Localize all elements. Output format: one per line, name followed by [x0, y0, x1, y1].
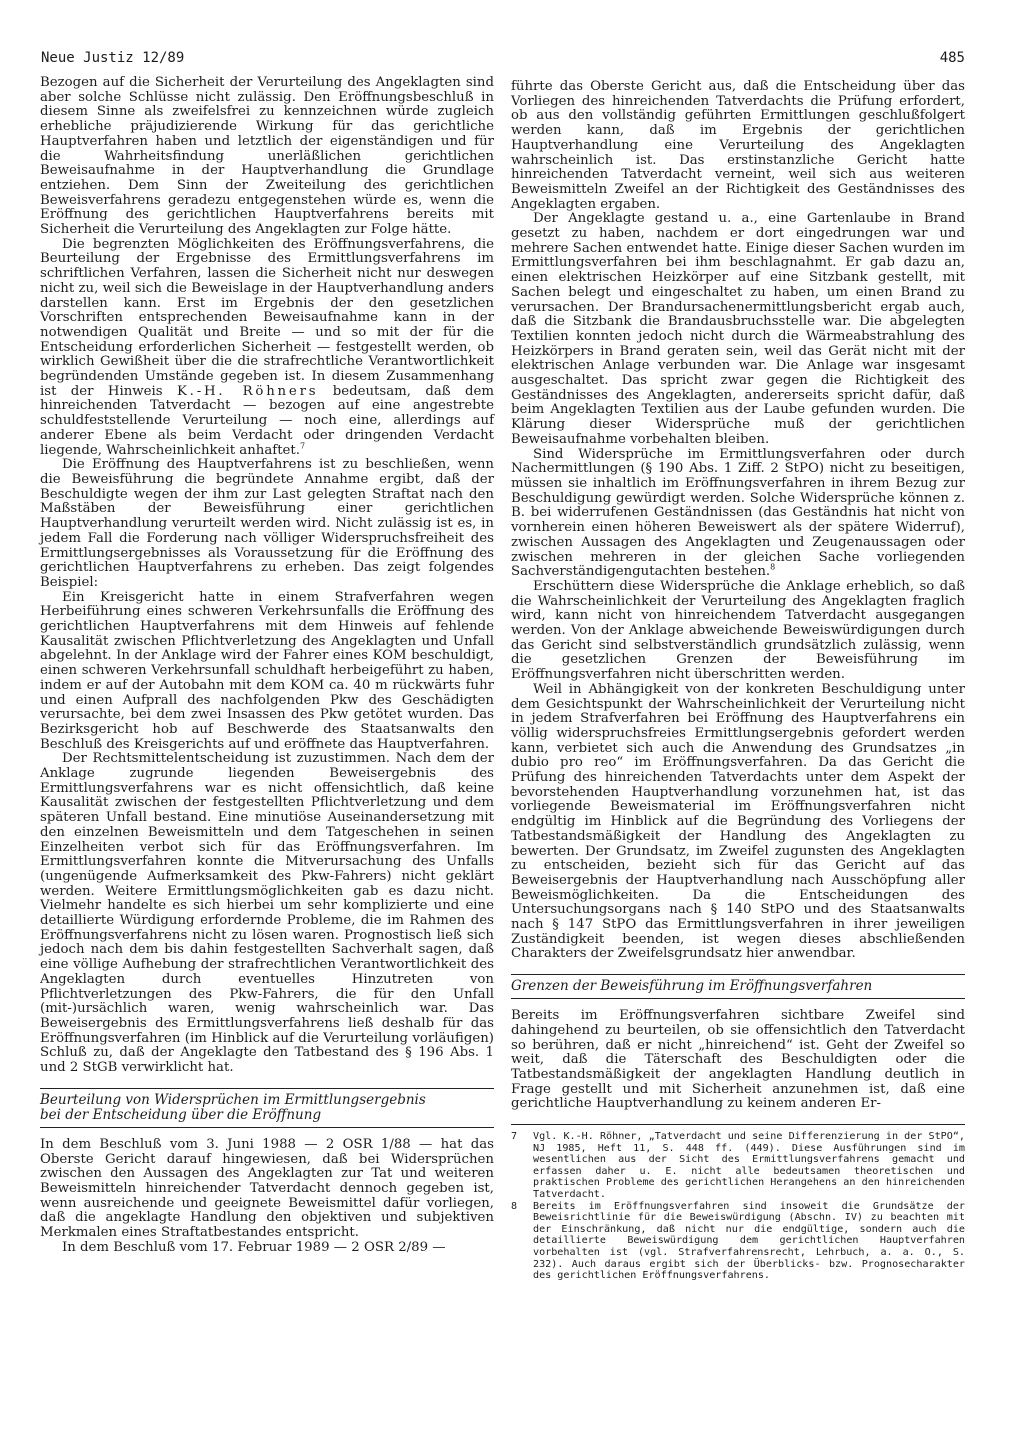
page-number: 485 — [939, 50, 965, 66]
paragraph: Die Eröffnung des Hauptverfahrens ist zu beschließen, wenn die Beweisführung die begründete Annahme ergibt, daß der Beschuldigte wegen der ihm zur Last gelegten Straftat nach den Maßstäben der Beweisführung einer gerichtlichen Hauptverhandlung verurteilt werden wird. Nicht zulässig ist es, in jedem Fall die Forderung nach völliger Widerspruchsfreiheit des Ermittlungsergebnisses als Voraussetzung für die Eröffnung des gerichtlichen Hauptverfahrens zu erheben. Das zeigt folgendes Beispiel: — [40, 457, 494, 590]
page-header — [41, 50, 965, 70]
left-column — [40, 76, 494, 1255]
paragraph: Erschüttern diese Widersprüche die Anklage erheblich, so daß die Wahrscheinlichkeit der Verurteilung des Angeklagten fraglich wird, kann nicht von hinreichendem Tatverdacht ausgegangen werden. Von der Anklage abweichende Beweiswürdigungen durch das Gericht sind selbstverständlich grundsätzlich zulässig, wenn die gesetzlichen Grenzen der Beweisführung im Eröffnungsverfahren nicht überschritten werden. — [511, 578, 965, 683]
section-heading-line: Beurteilung von Widersprüchen im Ermittlungsergebnis — [40, 1091, 426, 1108]
paragraph: Weil in Abhängigkeit von der konkreten Beschuldigung unter dem Gesichtspunkt der Wahrscheinlichkeit der Verurteilung nicht in jedem Strafverfahren bei Eröffnung des Hauptverfahrens ein völlig widerspruchsfreies Ermittlungsergebnis gefordert werden kann, verbietet sich auch die Anwendung des Grundsatzes „in dubio pro reo“ im Eröffnungsverfahren. Da das Gericht die Prüfung des hinreichenden Tatverdachts unter dem Aspekt der bevorstehenden Hauptverhandlung vorzunehmen hat, ist das vorliegende Beweismaterial im Eröffnungsverfahren nicht endgültig im Hinblick auf die Begründung des Vorliegens der Tatbestandsmäßigkeit der Handlung des Angeklagten zu bewerten. Der Grundsatz, im Zweifel zugunsten des Angeklagten zu entscheiden, bezieht sich für das Gericht auf das Beweisergebnis der Hauptverhandlung nach Ausschöpfung aller Beweismöglichkeiten. Da die Entscheidungen des Untersuchungsorgans nach § 140 StPO und des Staatsanwalts nach § 147 StPO das Ermittlungsverfahren in ihrer jeweiligen Zuständigkeit beenden, ist wegen dieses abschließenden Charakters der Zweifelsgrundsatz hier anwendbar. — [511, 681, 965, 962]
paragraph — [511, 448, 965, 580]
footnote-ref: 8 — [770, 562, 776, 572]
footnote-ref: 7 — [299, 441, 306, 451]
section-heading-line: Grenzen der Beweisführung im Eröffnungsverfahren — [511, 978, 873, 995]
paragraph-text: Die begrenzten Möglichkeiten des Eröffnungsverfahrens, die Beurteilung der Ergebnisse des Ermittlungsverfahrens im schriftlichen Verfahren, lassen die Sicherheit nicht nur deswegen nicht zu, weil sich die Beweislage in der Hauptverhandlung anders darstellen kann. Erst im Ergebnis der den gesetzlichen Vorschriften entsprechenden Beweisaufnahme kann in der notwendigen Qualität und Breite — und so mit der für die Entscheidung erforderlichen Sicherheit — festgestellt werden, ob wirklich Gewißheit über die die strafrechtliche Verantwortlichkeit begründenden Umstände gegeben ist. In diesem Zusammenhang ist der Hinweis — [40, 236, 494, 399]
section-heading — [40, 1088, 494, 1128]
author-name: K.-H. Röhners — [176, 383, 319, 399]
footnote-number: 7 — [511, 1131, 518, 1143]
paragraph: Ein Kreisgericht hatte in einem Strafverfahren wegen Herbeiführung eines schweren Verkehrsunfalls die Eröffnung des gerichtlichen Hauptverfahrens mit dem Hinweis auf fehlende Kausalität zwischen Pflichtverletzung des Angeklagten und Unfall abgelehnt. In der Anklage wird der Fahrer eines KOM beschuldigt, einen schweren Verkehrsunfall schuldhaft herbeigeführt zu haben, indem er auf der Autobahn mit dem KOM ca. 40 m rückwärts fuhr und einen Aufprall des nachfolgenden Pkw des Geschädigten verursachte, bei dem zwei Insassen des Pkw getötet wurden. Das Bezirksgericht hob auf Beschwerde des Staatsanwalts den Beschluß des Kreisgerichts auf und eröffnete das Hauptverfahren. — [40, 589, 494, 752]
footnote — [511, 1131, 965, 1201]
section-heading-line: bei der Entscheidung über die Eröffnung — [40, 1106, 322, 1123]
right-column — [511, 80, 965, 1282]
section-heading — [511, 974, 965, 999]
paragraph: Bezogen auf die Sicherheit der Verurteilung des Angeklagten sind aber solche Schlüsse nicht zulässig. Den Eröffnungsbeschluß in diesem Sinne als zweifelsfrei zu kennzeichnen würde zugleich erhebliche präjudizierende Wirkung für das gerichtliche Hauptverfahren haben und letztlich der eigenständigen und für die Wahrheitsfindung unerläßlichen gerichtlichen Beweisaufnahme in der Hauptverhandlung die Grundlage entziehen. Dem Sinn der Zweiteilung des gerichtlichen Beweisverfahrens geradezu entgegenstehen würde es, wenn die Eröffnung des gerichtlichen Hauptverfahrens bereits mit Sicherheit die Verurteilung des Angeklagten zur Folge hätte. — [40, 75, 494, 238]
paragraph: führte das Oberste Gericht aus, daß die Entscheidung über das Vorliegen des hinreichenden Tatverdachts die Prüfung erfordert, ob aus den vollständig geführten Ermittlungen geschlußfolgert werden kann, daß im Ergebnis der gerichtlichen Hauptverhandlung eine Verurteilung des Angeklagten wahrscheinlich ist. Das erstinstanzliche Gericht hatte hinreichenden Tatverdacht verneint, weil sich aus weiteren Beweismitteln Zweifel an der Richtigkeit des Geständnisses des Angeklagten ergaben. — [511, 79, 965, 212]
paragraph-text: bedeutsam, daß dem hinreichenden Tatverdacht — bezogen auf eine angestrebte schuldfeststellende Verurteilung — noch eine, allerdings auf anderer Ebene als beim Verdacht oder dringenden Verdacht liegende, Wahrscheinlichkeit anhaftet. — [40, 383, 494, 458]
paragraph: Der Rechtsmittelentscheidung ist zuzustimmen. Nach dem der Anklage zugrunde liegenden Beweisergebnis des Ermittlungsverfahrens war es nicht offensichtlich, daß keine Kausalität zwischen der festgestellten Pflichtverletzung und dem späteren Unfall bestand. Eine minutiöse Auseinandersetzung mit den einzelnen Beweismitteln und dem Tatgeschehen in seinen Einzelheiten verbot sich für das Eröffnungsverfahren. Im Ermittlungsverfahren konnte die Mitverursachung des Unfalls (ungenügende Aufmerksamkeit des Pkw-Fahrers) nicht geklärt werden. Weitere Ermittlungsmöglichkeiten gab es dazu nicht. Vielmehr handelte es sich hierbei um sehr komplizierte und eine detaillierte Würdigung erfordernde Probleme, die im Rahmen des Eröffnungsverfahrens nicht zu lösen waren. Prognostisch ließ sich jedoch nach dem bis dahin festgestellten Sachverhalt sagen, daß eine völlige Aufhebung der strafrechtlichen Verantwortlichkeit des Angeklagten durch eventuelles Hinzutreten von Pflichtverletzungen des Pkw-Fahrers, die für den Unfall (mit-)ursächlich waren, wenig wahrscheinlich war. Das Beweisergebnis des Ermittlungsverfahrens ließ deshalb für das Eröffnungsverfahren (im Hinblick auf die Verurteilung vorläufigen) Schluß zu, daß der Angeklagte den Tatbestand des § 196 Abs. 1 und 2 StGB verwirklicht hat. — [40, 751, 494, 1076]
footnote — [511, 1201, 965, 1282]
paragraph: In dem Beschluß vom 17. Februar 1989 — 2 OSR 2/89 — — [62, 1239, 446, 1255]
footnotes — [511, 1124, 965, 1282]
footnote-text: Vgl. K.-H. Röhner, „Tatverdacht und seine Differenzierung in der StPO“, NJ 1985, Heft 11, S. 448 ff. (449). Diese Ausführungen sind im wesentlichen aus der Sicht des Ermittlungsverfahrens gemacht und erfassen daher u. E. nicht alle bedeutsamen theoretischen und praktischen Probleme des gerichtlichen Herangehens an den hinreichenden Tatverdacht. — [533, 1131, 965, 1201]
footnote-text: Bereits im Eröffnungsverfahren sind insoweit die Grundsätze der Beweisrichtlinie für die Beweiswürdigung (Abschn. IV) zu beachten mit der Einschränkung, daß nicht nur die endgültige, sondern auch die detaillierte Beweiswürdigung dem gerichtlichen Hauptverfahren vorbehalten ist (vgl. Strafverfahrensrecht, Lehrbuch, a. a. O., S. 232). Auch daraus ergibt sich der Überblicks- bzw. Prognosecharakter des gerichtlichen Eröffnungsverfahrens. — [533, 1200, 965, 1282]
journal-title: Neue Justiz 12/89 — [41, 50, 185, 66]
footnote-number: 8 — [511, 1200, 518, 1212]
paragraph: Bereits im Eröffnungsverfahren sichtbare Zweifel sind dahingehend zu beurteilen, ob sie offensichtlich den Tatverdacht so berühren, daß er nicht „hinreichend“ ist. Geht der Zweifel so weit, daß die Täterschaft des Beschuldigten oder die Tatbestandsmäßigkeit der angeklagten Handlung deutlich in Frage gestellt und mit Sicherheit anzunehmen ist, daß eine gerichtliche Hauptverhandlung zu keinem anderen Er- — [511, 1008, 965, 1112]
paragraph: Der Angeklagte gestand u. a., eine Gartenlaube in Brand gesetzt zu haben, nachdem er dort eingedrungen war und mehrere Sachen entwendet hatte. Einige dieser Sachen wurden im Ermittlungsverfahren bei ihm beschlagnahmt. Er gab dazu an, einen elektrischen Heizkörper auf eine Sitzbank gestellt, mit Sachen belegt und eingeschaltet zu haben, um einen Brand zu verursachen. Der Brandursachenermittlungsbericht ergab auch, daß die Sitzbank die Brandausbruchsstelle war. Die abgelegten Textilien konnten jedoch nicht durch die Wärmeabstrahlung des Heizkörpers in Brand geraten sein, weil das Gerät nicht mit der elektrischen Anlage verbunden war. Die Anlage war insgesamt ausgeschaltet. Das spricht zwar gegen die Richtigkeit des Geständnisses des Angeklagten, andererseits spricht dafür, daß beim Angeklagten Textilien aus der Laube gefunden wurden. Die Klärung dieser Widersprüche muß der gerichtlichen Beweisaufnahme vorbehalten bleiben. — [511, 211, 965, 447]
paragraph: In dem Beschluß vom 3. Juni 1988 — 2 OSR 1/88 — hat das Oberste Gericht darauf hingewiesen, daß bei Widersprüchen zwischen den Aussagen des Angeklagten zur Tat und weiteren Beweismitteln hinreichender Tatverdacht dennoch gegeben ist, wenn ausreichende und geeignete Beweismittel dafür vorliegen, daß die angeklagte Handlung den objektiven und subjektiven Merkmalen eines Straftatbestandes entspricht. — [40, 1136, 494, 1241]
paragraph-text: Sind Widersprüche im Ermittlungsverfahren oder durch Nachermittlungen (§ 190 Abs. 1 Ziff. 2 StPO) nicht zu beseitigen, müssen sie inhaltlich im Eröffnungsverfahren in ihrem Bezug zur Beschuldigung gewürdigt werden. Solche Widersprüche können z. B. bei widerrufenen Geständnissen (das Geständnis hat nicht von vornherein einen höheren Beweiswert als der spätere Widerruf), zwischen Aussagen des Angeklagten und Zeugenaussagen oder zwischen mehreren in der gleichen Sache vorliegenden Sachverständigengutachten bestehen. — [511, 446, 965, 580]
paragraph — [40, 238, 494, 459]
